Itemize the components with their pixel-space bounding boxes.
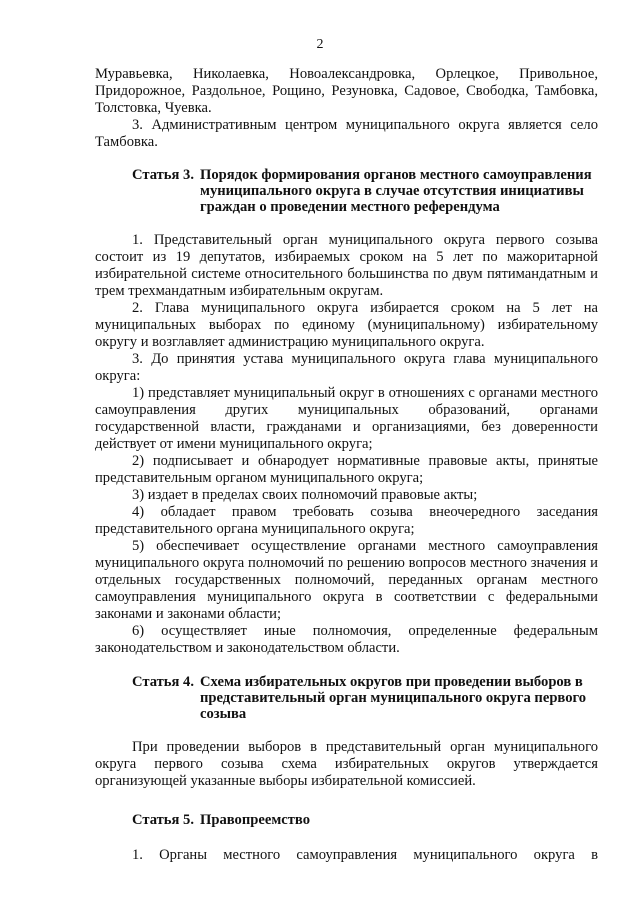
article-3-paragraph: 3. До принятия устава муниципального округа глава муниципального округа: bbox=[95, 351, 598, 384]
article-5-title: Правопреемство bbox=[200, 812, 310, 828]
article-3-list-item: 4) обладает правом требовать созыва внеочередного заседания представительного органа муниципального округа; bbox=[95, 504, 598, 537]
article-3-list-item: 6) осуществляет иные полномочия, определенные федеральным законодательством и законодательством области. bbox=[95, 623, 598, 656]
article-3-title: Порядок формирования органов местного самоуправления муниципального округа в случае отсутствия инициативы граждан о проведении местного референдума bbox=[200, 167, 592, 215]
article-3-number: Статья 3. bbox=[132, 167, 194, 183]
article-4-number: Статья 4. bbox=[132, 674, 194, 690]
article-3-heading bbox=[95, 167, 598, 215]
article-4-title: Схема избирательных округов при проведении выборов в представительный орган муниципального округа первого созыва bbox=[200, 674, 587, 722]
document-body bbox=[95, 66, 598, 864]
article-5-heading bbox=[95, 812, 598, 828]
article-3-body bbox=[95, 232, 598, 657]
article-3-paragraph: 2. Глава муниципального округа избирается сроком на 5 лет на муниципальных выборах по единому (муниципальному) избирательному округу и возглавляет администрацию муниципального округа. bbox=[95, 300, 598, 350]
article-5-number: Статья 5. bbox=[132, 812, 194, 828]
article-3-list-item: 5) обеспечивает осуществление органами местного самоуправления муниципального округа полномочий по решению вопросов местного значения и отдельных государственных полномочий, переданных органам местного самоуправления муниципального округа в соответствии с федеральными законами и законами области; bbox=[95, 538, 598, 622]
article-5-paragraph: 1. Органы местного самоуправления муниципального округа в bbox=[132, 847, 598, 863]
article-4-body bbox=[95, 739, 598, 790]
article-3-paragraph: 1. Представительный орган муниципального округа первого созыва состоит из 19 депутатов, избираемых сроком на 5 лет по мажоритарной избирательной системе относительного большинства по двум пятимандатным и трем трехмандатным избирательным округам. bbox=[95, 232, 598, 299]
article-3-list-item: 3) издает в пределах своих полномочий правовые акты; bbox=[132, 487, 478, 503]
villages-list-paragraph: Муравьевка, Николаевка, Новоалександровка, Орлецкое, Привольное, Придорожное, Раздольное, Рощино, Резуновка, Садовое, Свободка, Тамбовка, Толстовка, Чуевка. bbox=[95, 66, 598, 116]
article-5-body bbox=[95, 847, 598, 864]
article-3-list-item: 1) представляет муниципальный округ в отношениях с органами местного самоуправления других муниципальных образований, органами государственной власти, гражданами и организациями, без доверенности действует от имени муниципального округа; bbox=[95, 385, 598, 452]
administrative-center-paragraph: 3. Административным центром муниципального округа является село Тамбовка. bbox=[95, 117, 598, 150]
article-4-paragraph: При проведении выборов в представительный орган муниципального округа первого созыва схема избирательных округов утверждается организующей указанные выборы избирательной комиссией. bbox=[95, 739, 598, 789]
article-3-list-item: 2) подписывает и обнародует нормативные правовые акты, принятые представительным органом муниципального округа; bbox=[95, 453, 598, 486]
page-number: 2 bbox=[316, 37, 324, 52]
article-4-heading bbox=[95, 674, 598, 722]
